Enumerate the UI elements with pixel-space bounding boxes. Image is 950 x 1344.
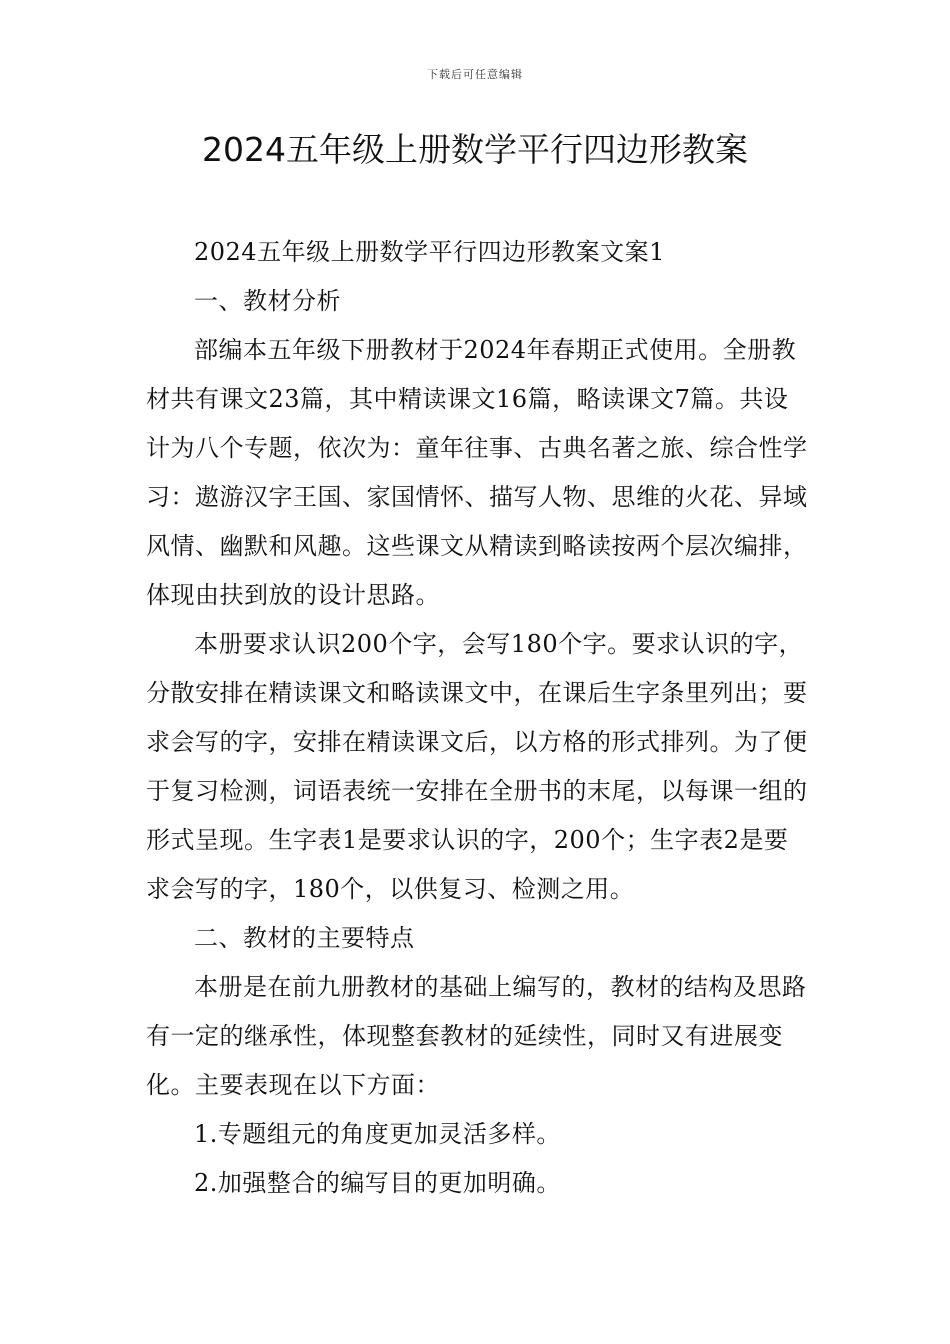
paragraph-character-requirements: 本册要求认识200个字，会写180个字。要求认识的字，分散安排在精读课文和略读课文中，在课后生字条里列出；要求会写的字，安排在精读课文后，以方格的形式排列。为了便于复习检测，词语表统一安排在全册书的末尾，以每课一组的形式呈现。生字表1是要求认识的字，200个；生字表2是要求会写的字，180个，以供复习、检测之用。 bbox=[146, 630, 808, 903]
section-heading-2: 二、教材的主要特点 bbox=[194, 924, 415, 952]
list-item: 2.加强整合的编写目的更加明确。 bbox=[194, 1169, 561, 1197]
paragraph-main-features: 本册是在前九册教材的基础上编写的，教材的结构及思路有一定的继承性，体现整套教材的延续性，同时又有进展变化。主要表现在以下方面： bbox=[146, 973, 807, 1099]
list-item: 1.专题组元的角度更加灵活多样。 bbox=[194, 1120, 561, 1148]
document-subtitle: 2024五年级上册数学平行四边形教案文案1 bbox=[194, 238, 665, 266]
document-title: 2024五年级上册数学平行四边形教案 bbox=[202, 130, 748, 169]
header-note: 下载后可任意编辑 bbox=[427, 68, 523, 81]
section-heading-1: 一、教材分析 bbox=[194, 287, 341, 315]
paragraph-textbook-overview: 部编本五年级下册教材于2024年春期正式使用。全册教材共有课文23篇，其中精读课文16篇，略读课文7篇。共设计为八个专题，依次为：童年往事、古典名著之旅、综合性学习：遨游汉字王国、家国情怀、描写人物、思维的火花、异域风情、幽默和风趣。这些课文从精读到略读按两个层次编排，体现由扶到放的设计思路。 bbox=[146, 336, 808, 609]
document-body bbox=[146, 228, 811, 1208]
